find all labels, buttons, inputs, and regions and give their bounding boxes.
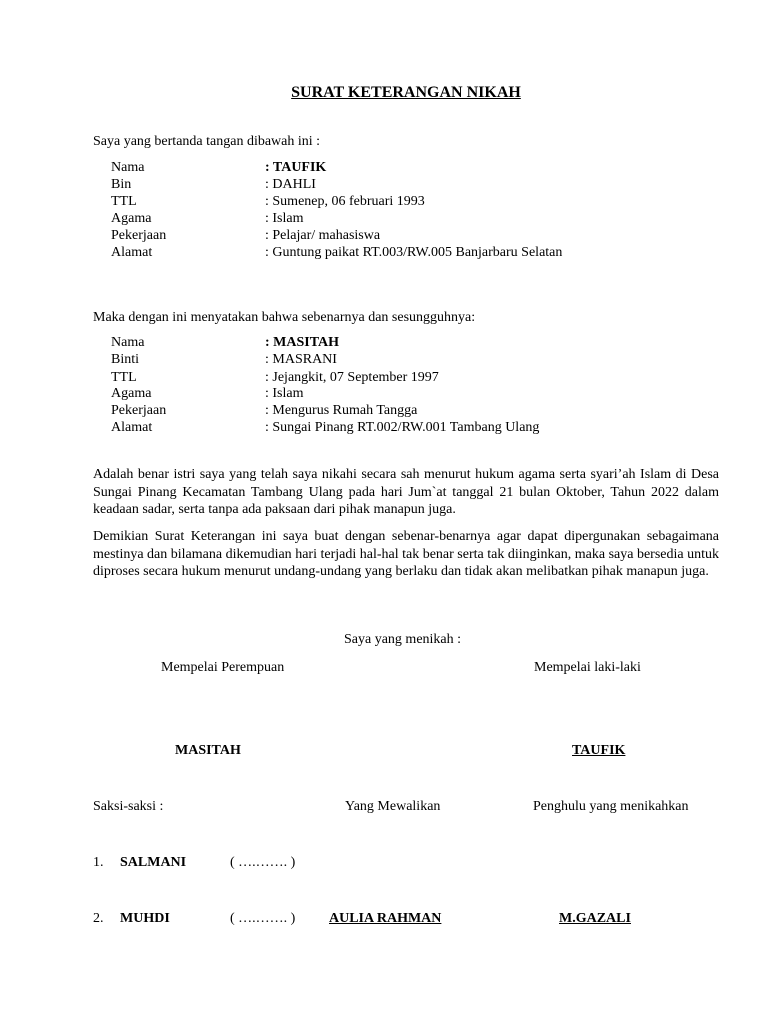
intro-text: Saya yang bertanda tangan dibawah ini : [93,134,321,149]
field-value: : TAUFIK [265,160,327,175]
field-value: : Sumenep, 06 februari 1993 [265,194,425,209]
field-label: Agama [111,386,152,401]
officiant-label: Penghulu yang menikahkan [533,799,689,814]
field-label: Alamat [111,245,153,260]
bride-signature-name: MASITAH [175,743,241,758]
witness-name: SALMANI [120,855,187,870]
witness-signature-placeholder: ( ….……. ) [230,855,296,870]
witness-number: 2. [93,911,104,926]
field-label: TTL [111,194,137,209]
field-value: : MASRANI [265,352,337,367]
field-label: Alamat [111,420,153,435]
field-value: : Islam [265,386,304,401]
field-label: Binti [111,352,140,367]
field-value: : Jejangkit, 07 September 1997 [265,370,439,385]
declaration-paragraph: Adalah benar istri saya yang telah saya nikahi secara sah menurut hukum agama serta syari’ah Islam di Desa Sungai Pinang Kecamatan Tambang Ulang pada hari Jum`at tanggal 21 bulan Oktober, Tahun 2022 dalam keadaan sadar, serta tanpa ada paksaan dari pihak manapun juga. [93,467,719,517]
field-value: : DAHLI [265,177,316,192]
witness-name: MUHDI [120,911,170,926]
field-label: Pekerjaan [111,228,167,243]
witnesses-label: Saksi-saksi : [93,799,164,814]
bride-role-label: Mempelai Perempuan [161,660,285,675]
field-value: : Pelajar/ mahasiswa [265,228,381,243]
field-value: : Islam [265,211,304,226]
guardian-name: AULIA RAHMAN [329,911,442,926]
field-value: : MASITAH [265,335,340,350]
field-value: : Guntung paikat RT.003/RW.005 Banjarbaru Selatan [265,245,563,260]
field-label: Nama [111,335,145,350]
witness-number: 1. [93,855,104,870]
field-label: TTL [111,370,137,385]
groom-role-label: Mempelai laki-laki [534,660,641,675]
signature-heading: Saya yang menikah : [344,632,462,647]
closing-paragraph: Demikian Surat Keterangan ini saya buat dengan sebenar-benarnya agar dapat dipergunakan sebagaimana mestinya dan bilamana dikemudian hari terjadi hal-hal tak benar serta tak diinginkan, maka saya bersedia untuk diproses secara hukum menurut undang-undang yang berlaku dan tidak akan melibatkan pihak manapun juga. [93,529,719,579]
field-label: Nama [111,160,145,175]
groom-signature-name: TAUFIK [572,743,626,758]
field-label: Bin [111,177,132,192]
field-label: Pekerjaan [111,403,167,418]
field-value: : Mengurus Rumah Tangga [265,403,418,418]
field-value: : Sungai Pinang RT.002/RW.001 Tambang Ulang [265,420,540,435]
witness-signature-placeholder: ( ….……. ) [230,911,296,926]
document-title: SURAT KETERANGAN NIKAH [291,84,521,101]
field-label: Agama [111,211,152,226]
officiant-name: M.GAZALI [559,911,631,926]
guardian-label: Yang Mewalikan [345,799,441,814]
statement-text: Maka dengan ini menyatakan bahwa sebenarnya dan sesungguhnya: [93,310,476,325]
